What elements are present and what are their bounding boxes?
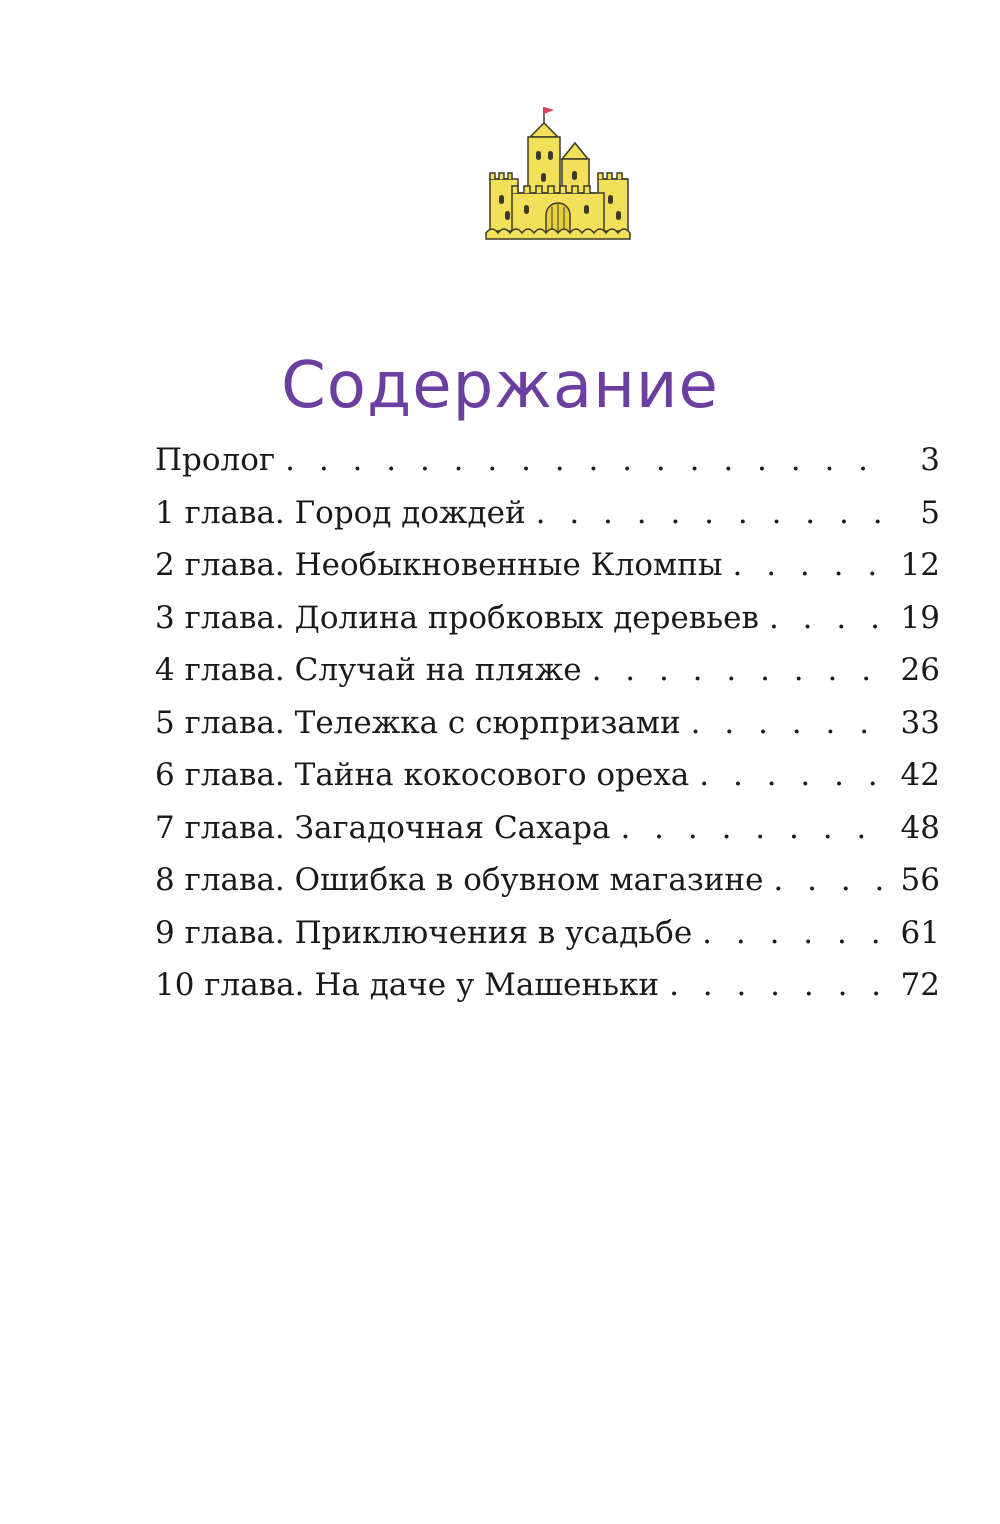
toc-entry-page: 72 [900,967,940,1003]
toc-entry [155,539,940,592]
toc-entry-title: 7 глава. Загадочная Сахара [155,809,611,846]
toc-leader-dots [733,539,889,591]
toc-entry [155,592,940,645]
toc-entry [155,697,940,750]
toc-entry-page: 5 [920,494,940,531]
toc-entry-title: 3 глава. Долина пробковых деревьев [155,599,759,636]
toc-entry-page: 33 [900,704,940,741]
toc-leader-dots [769,592,889,644]
toc-leader-dots [773,854,888,906]
toc-entry-page: 12 [900,547,940,583]
toc-entry-title: 6 глава. Тайна кокосового ореха [155,757,690,793]
castle-icon [484,103,634,245]
toc-entry [155,644,940,697]
toc-leader-dots [691,697,889,749]
toc-entry-page: 19 [900,599,940,636]
toc-entry [155,749,940,802]
page-title: Содержание [281,348,719,423]
toc-entry [155,854,940,907]
toc-entry-title: 9 глава. Приключения в усадьбе [155,914,693,951]
toc-leader-dots [536,487,890,539]
toc-entry-title: 8 глава. Ошибка в обувном магазине [155,862,764,898]
toc-entry-page: 3 [920,442,940,478]
toc-leader-dots [702,907,888,959]
toc-entry-page: 61 [900,914,940,951]
toc-entry-title: 1 глава. Город дождей [155,494,526,531]
toc-entry-page: 42 [900,757,940,793]
toc-leader-dots [669,959,888,1011]
toc-entry [155,434,940,487]
toc-leader-dots [592,644,889,696]
toc-entry [155,802,940,855]
toc-entry [155,487,940,540]
toc-leader-dots [285,434,890,486]
toc-entry-title: 10 глава. На даче у Машеньки [155,967,660,1003]
toc-leader-dots [699,749,888,801]
table-of-contents [155,434,940,1012]
toc-entry-title: 4 глава. Случай на пляже [155,652,582,688]
toc-leader-dots [620,802,888,854]
toc-entry [155,959,940,1012]
toc-entry-page: 56 [900,862,940,898]
toc-entry-page: 26 [900,652,940,688]
toc-entry-title: 5 глава. Тележка с сюрпризами [155,704,681,741]
toc-entry-page: 48 [900,809,940,846]
toc-entry-title: 2 глава. Необыкновенные Кломпы [155,547,723,583]
toc-entry [155,907,940,960]
toc-entry-title: Пролог [155,442,276,478]
